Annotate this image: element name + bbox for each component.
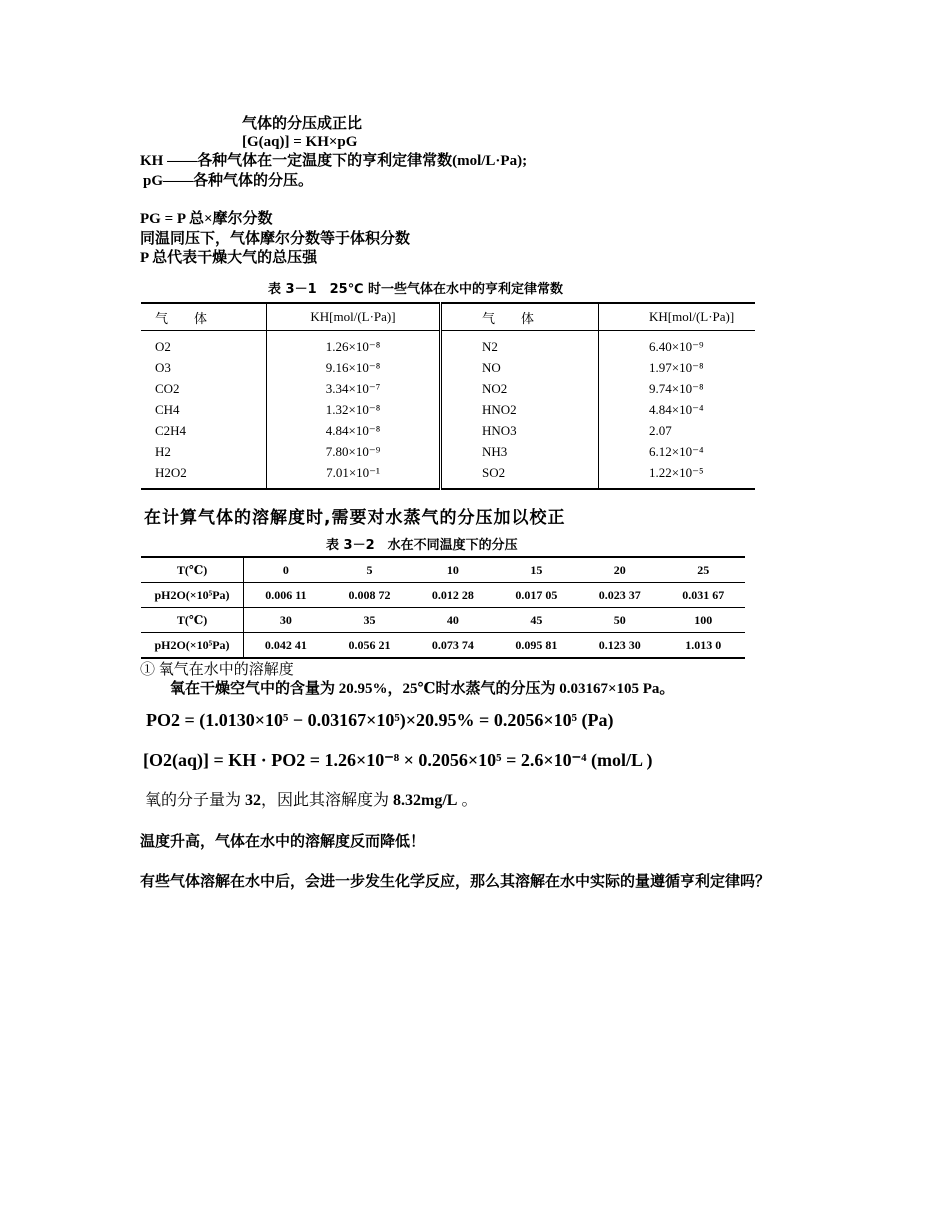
kh-cell: 7.80×10⁻⁹	[267, 441, 441, 462]
kh-cell: 1.22×10⁻⁵	[599, 462, 756, 489]
temp-cell: 100	[662, 608, 745, 633]
table-row	[141, 633, 745, 659]
kh-cell: 2.07	[599, 420, 756, 441]
result-mid: ，因此其溶解度为	[261, 792, 390, 809]
pressure-cell: 0.031 67	[662, 583, 745, 608]
kh-definition: KH ——各种气体在一定温度下的亨利定律常数(mol/L·Pa);	[140, 153, 528, 169]
gas-cell: CH4	[155, 401, 180, 417]
kh-cell: 1.26×10⁻⁸	[267, 331, 441, 358]
kh-cell: 1.97×10⁻⁸	[599, 357, 756, 378]
temp-cell: 30	[244, 608, 328, 633]
pressure-label: pH2O(×10⁵Pa)	[141, 633, 244, 659]
pressure-cell: 0.095 81	[495, 633, 578, 659]
kh-cell: 6.40×10⁻⁹	[599, 331, 756, 358]
equation-po2: PO2 = (1.0130×10⁵ − 0.03167×10⁵)×20.95% = 0.2056×10⁵ (Pa)	[146, 710, 614, 730]
note-total-pressure: P 总代表干燥大气的总压强	[140, 250, 318, 266]
water-vapor-table	[141, 556, 745, 659]
kh-cell: 3.34×10⁻⁷	[267, 378, 441, 399]
table-row	[141, 583, 745, 608]
table-row	[141, 378, 755, 399]
temp-cell: 5	[328, 557, 411, 583]
example-title: ① 氧气在水中的溶解度	[140, 662, 294, 678]
gas-cell: HNO2	[441, 399, 599, 420]
table-row	[141, 399, 755, 420]
temp-label: T(℃)	[141, 608, 244, 633]
pressure-cell: 0.006 11	[244, 583, 328, 608]
temp-cell: 15	[495, 557, 578, 583]
kh-cell: 6.12×10⁻⁴	[599, 441, 756, 462]
temp-cell: 50	[578, 608, 661, 633]
temp-cell: 40	[411, 608, 494, 633]
result-mw: 32	[245, 792, 262, 809]
table-header-row	[141, 303, 755, 331]
henry-constant-table	[141, 302, 755, 490]
temp-cell: 35	[328, 608, 411, 633]
kh-cell: 4.84×10⁻⁸	[267, 420, 441, 441]
conclusion-question: 有些气体溶解在水中后，会进一步发生化学反应，那么其溶解在水中实际的量遵循亨利定律吗？	[140, 874, 771, 890]
pressure-cell: 0.008 72	[328, 583, 411, 608]
pressure-cell: 0.073 74	[411, 633, 494, 659]
table-row	[141, 557, 745, 583]
header-kh: KH[mol/(L·Pa)]	[267, 303, 441, 331]
pressure-label: pH2O(×10⁵Pa)	[141, 583, 244, 608]
example-description: 氧在干燥空气中的含量为 20.95%，25℃时水蒸气的分压为 0.03167×105 Pa。	[170, 681, 675, 697]
gas-cell: H2	[155, 443, 171, 459]
temp-label: T(℃)	[141, 557, 244, 583]
pressure-cell: 1.013 0	[662, 633, 745, 659]
gas-cell: CO2	[155, 380, 180, 396]
temp-cell: 10	[411, 557, 494, 583]
kh-cell: 7.01×10⁻¹	[267, 462, 441, 489]
table-row	[141, 357, 755, 378]
gas-cell: SO2	[441, 462, 599, 489]
table-row	[141, 462, 755, 489]
result-line	[145, 787, 478, 810]
gas-cell: C2H4	[155, 422, 187, 438]
pressure-cell: 0.023 37	[578, 583, 661, 608]
kh-cell: 4.84×10⁻⁴	[599, 399, 756, 420]
pressure-cell: 0.123 30	[578, 633, 661, 659]
temp-cell: 0	[244, 557, 328, 583]
header-gas: 气 体	[441, 303, 599, 331]
table1-caption: 表 3－1 25℃ 时一些气体在水中的亨利定律常数	[268, 282, 563, 297]
kh-cell: 9.16×10⁻⁸	[267, 357, 441, 378]
equation-o2-aq: [O2(aq)] = KH · PO2 = 1.26×10⁻⁸ × 0.2056×10⁵ = 2.6×10⁻⁴ (mol/L )	[143, 750, 653, 770]
gas-cell: H2O2	[141, 462, 267, 489]
pg-definition: pG——各种气体的分压。	[143, 173, 314, 189]
pg-equation: PG = P 总×摩尔分数	[140, 211, 273, 227]
header-kh: KH[mol/(L·Pa)]	[599, 303, 756, 331]
gas-cell: NH3	[441, 441, 599, 462]
result-value: 8.32mg/L	[393, 792, 458, 809]
gas-cell: O3	[155, 359, 171, 375]
correction-note: 在计算气体的溶解度时,需要对水蒸气的分压加以校正	[144, 508, 566, 528]
table-row	[141, 420, 755, 441]
gas-cell: NO	[441, 357, 599, 378]
temp-cell: 45	[495, 608, 578, 633]
gas-cell: N2	[441, 331, 599, 358]
temp-cell: 20	[578, 557, 661, 583]
result-prefix: 氧的分子量为	[145, 792, 242, 809]
note-mole-fraction: 同温同压下，气体摩尔分数等于体积分数	[140, 231, 411, 247]
gas-cell: NO2	[441, 378, 599, 399]
temp-cell: 25	[662, 557, 745, 583]
pressure-cell: 0.017 05	[495, 583, 578, 608]
kh-cell: 9.74×10⁻⁸	[599, 378, 756, 399]
intro-line: 气体的分压成正比	[242, 116, 363, 132]
result-end: 。	[461, 792, 478, 809]
gas-cell: O2	[155, 338, 171, 354]
pressure-cell: 0.012 28	[411, 583, 494, 608]
header-gas: 气 体	[141, 303, 267, 331]
henry-formula: [G(aq)] = KH×pG	[242, 134, 358, 150]
table-row	[141, 331, 755, 358]
table-row	[141, 441, 755, 462]
kh-cell: 1.32×10⁻⁸	[267, 399, 441, 420]
pressure-cell: 0.056 21	[328, 633, 411, 659]
table-row	[141, 608, 745, 633]
pressure-cell: 0.042 41	[244, 633, 328, 659]
gas-cell: HNO3	[441, 420, 599, 441]
conclusion-temperature: 温度升高，气体在水中的溶解度反而降低！	[140, 834, 426, 850]
table2-caption: 表 3－2 水在不同温度下的分压	[326, 538, 518, 553]
